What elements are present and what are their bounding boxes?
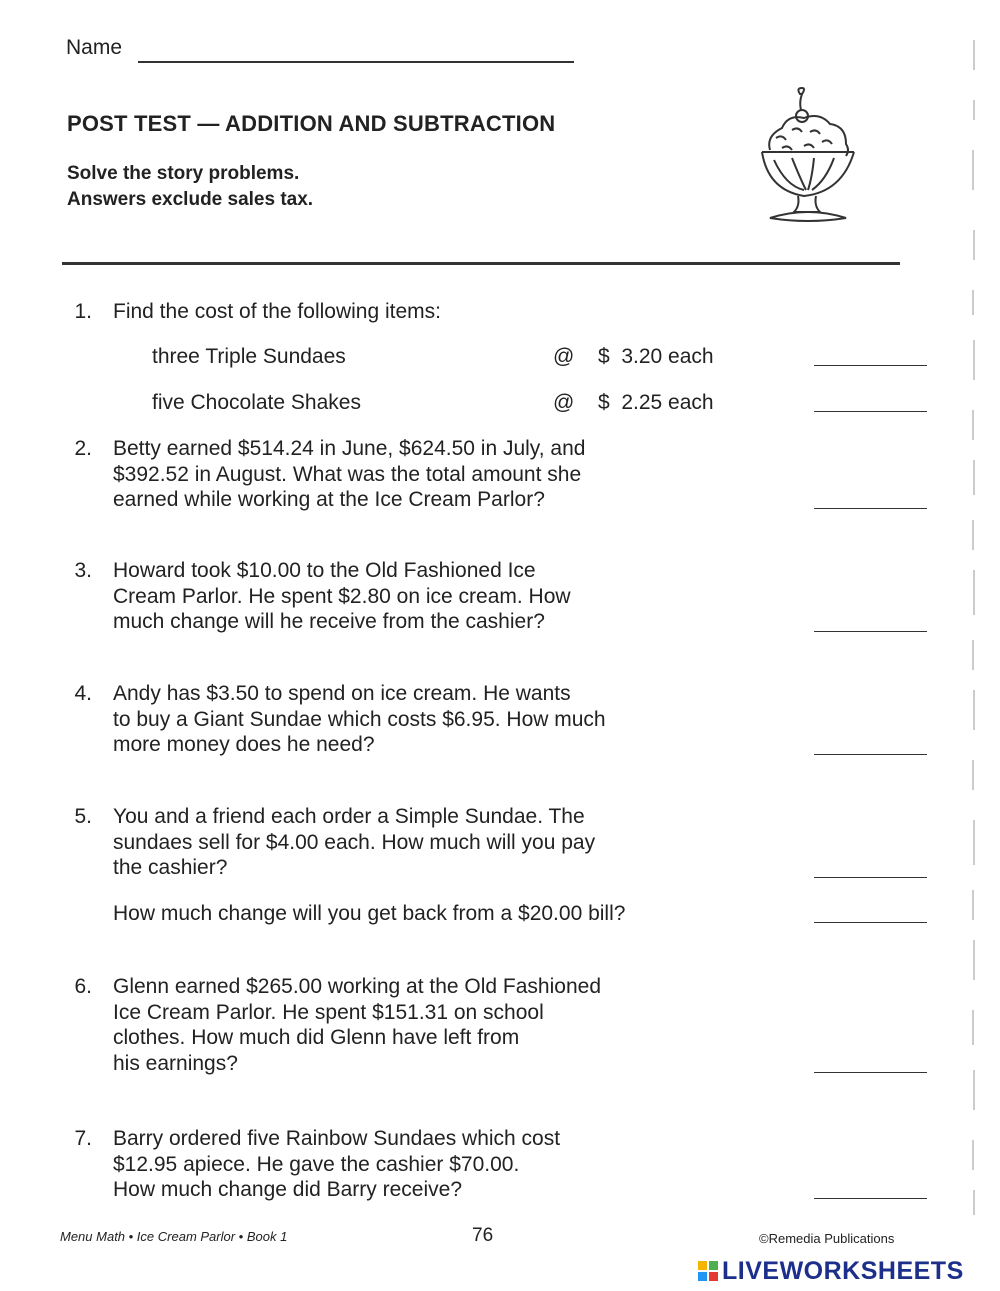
liveworksheets-logo[interactable] <box>697 1256 964 1286</box>
question-7-text <box>113 1126 560 1203</box>
page-title: POST TEST — ADDITION AND SUBTRACTION <box>67 111 556 136</box>
answer-5b-blank[interactable] <box>814 900 927 923</box>
question-1-text: Find the cost of the following items: <box>113 300 441 323</box>
item-2-name: five Chocolate Shakes <box>152 391 361 414</box>
question-6-line: clothes. How much did Glenn have left from <box>113 1026 520 1049</box>
item-2-at: @ <box>553 391 575 414</box>
question-6-line: Glenn earned $265.00 working at the Old Fashioned <box>113 975 601 998</box>
brand-name: LIVEWORKSHEETS <box>722 1256 964 1285</box>
footer-copyright: ©Remedia Publications <box>759 1231 895 1246</box>
question-5-line: sundaes sell for $4.00 each. How much will you pay <box>113 830 596 854</box>
question-3-number: 3. <box>74 559 92 582</box>
question-2-text <box>113 436 585 513</box>
question-4-text <box>113 681 606 758</box>
question-4-line: Andy has $3.50 to spend on ice cream. He wants <box>113 682 571 705</box>
question-3-line: Howard took $10.00 to the Old Fashioned Ice <box>113 559 536 582</box>
answer-7-blank[interactable] <box>814 1176 927 1199</box>
header-divider <box>62 262 900 265</box>
question-5-text <box>113 804 595 881</box>
answer-6-blank[interactable] <box>814 1050 927 1073</box>
question-2-line: Betty earned $514.24 in June, $624.50 in July, and <box>113 437 586 460</box>
answer-5a-blank[interactable] <box>814 855 927 878</box>
instructions <box>67 161 313 213</box>
question-3-line: Cream Parlor. He spent $2.80 on ice cream. How <box>113 584 571 608</box>
scan-edge-marks <box>968 40 980 1220</box>
question-3-text <box>113 558 571 635</box>
answer-1b-blank[interactable] <box>814 389 927 412</box>
instruction-line-1: Solve the story problems. <box>67 163 300 184</box>
item-2-price: $ 2.25 each <box>598 391 714 414</box>
question-7-line: $12.95 apiece. He gave the cashier $70.00. <box>113 1152 520 1176</box>
item-1-name: three Triple Sundaes <box>152 345 346 368</box>
footer-source: Menu Math • Ice Cream Parlor • Book 1 <box>60 1229 288 1244</box>
page-number: 76 <box>472 1225 494 1246</box>
question-5-number: 5. <box>74 805 92 828</box>
ice-cream-sundae-icon <box>752 86 864 224</box>
question-7-number: 7. <box>74 1127 92 1150</box>
item-1-at: @ <box>553 345 575 368</box>
question-6-line: Ice Cream Parlor. He spent $151.31 on school <box>113 1000 544 1024</box>
question-7-line: How much change did Barry receive? <box>113 1178 463 1201</box>
instruction-line-2: Answers exclude sales tax. <box>67 189 314 210</box>
question-5-line: You and a friend each order a Simple Sundae. The <box>113 805 585 828</box>
question-5-followup: How much change will you get back from a $20.00 bill? <box>113 902 626 925</box>
question-6-number: 6. <box>74 975 92 998</box>
question-2-line: $392.52 in August. What was the total amount she <box>113 462 582 486</box>
name-input-line[interactable] <box>138 61 574 63</box>
answer-1a-blank[interactable] <box>814 343 927 366</box>
item-1-price: $ 3.20 each <box>598 345 714 368</box>
question-4-line: to buy a Giant Sundae which costs $6.95. How much <box>113 707 606 731</box>
answer-3-blank[interactable] <box>814 609 927 632</box>
question-7-line: Barry ordered five Rainbow Sundaes which cost <box>113 1127 561 1150</box>
question-1-number: 1. <box>74 300 92 323</box>
question-3-line: much change will he receive from the cashier? <box>113 610 545 633</box>
answer-2-blank[interactable] <box>814 486 927 509</box>
question-6-line: his earnings? <box>113 1051 238 1075</box>
question-4-number: 4. <box>74 682 92 705</box>
liveworksheets-logo-icon <box>697 1260 719 1282</box>
name-label: Name <box>66 36 123 59</box>
question-2-line: earned while working at the Ice Cream Parlor? <box>113 488 545 511</box>
question-6-text <box>113 974 601 1076</box>
answer-4-blank[interactable] <box>814 732 927 755</box>
question-2-number: 2. <box>74 437 92 460</box>
question-5-line: the cashier? <box>113 856 228 879</box>
question-4-line: more money does he need? <box>113 733 375 756</box>
